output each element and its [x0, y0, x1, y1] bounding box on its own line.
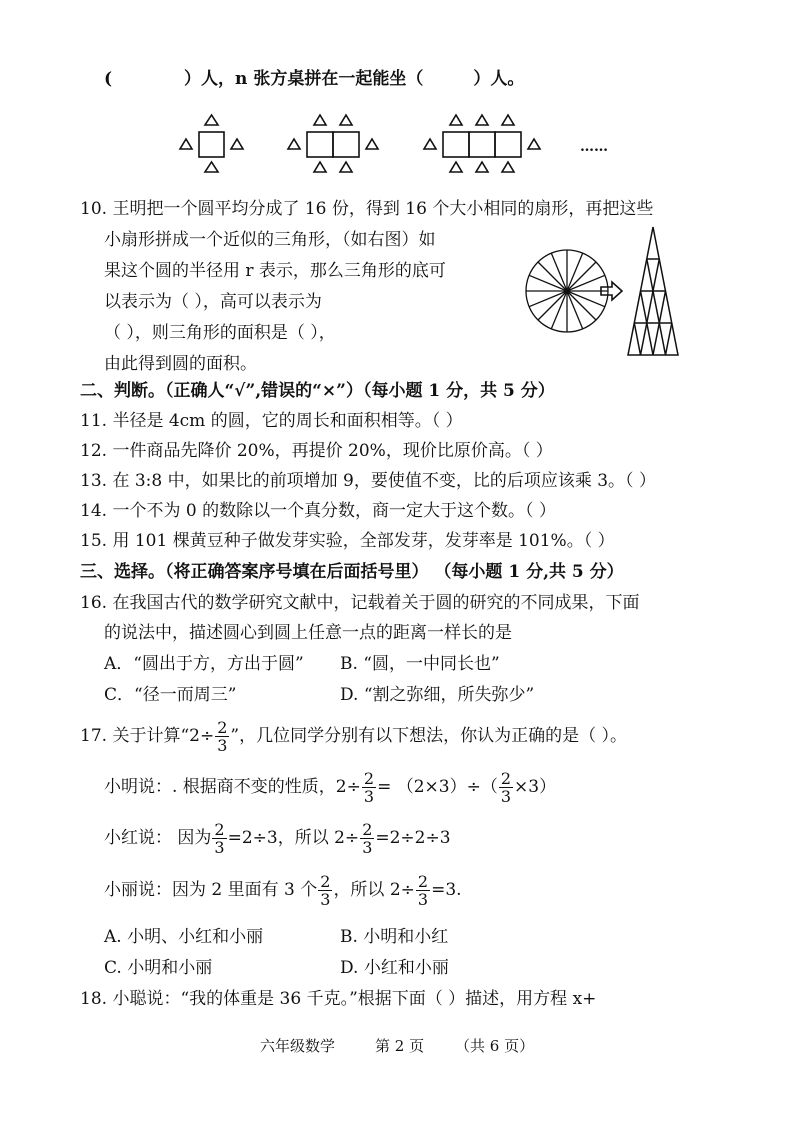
q15: 15. 用 101 棵黄豆种子做发芽实验，全部发芽，发芽率是 101%。（ ）	[80, 531, 615, 551]
q10-line-1: 10. 王明把一个圆平均分成了 16 份，得到 16 个大小相同的扇形，再把这些	[80, 199, 654, 219]
seat-triangle	[450, 162, 462, 172]
q10-line-2: 小扇形拼成一个近似的三角形，（如右图）如	[104, 230, 436, 250]
q16-line-2: 的说法中，描述圆心到圆上任意一点的距离一样长的是	[104, 623, 512, 643]
seat-triangle	[424, 139, 436, 149]
triangle-sector-edge	[647, 323, 653, 355]
section2-title: 二、判断。（正确人“√”,错误的“×”）（每小题 1 分，共 5 分）	[80, 381, 555, 401]
q17-option-d: D. 小红和小丽	[340, 958, 449, 978]
seat-triangle	[502, 115, 514, 125]
q9-paren-open: (	[104, 69, 113, 89]
q9-answer-line	[104, 68, 524, 90]
table-square-3c	[495, 132, 521, 157]
q9-text-mid: ）人，n 张方桌拼在一起能坐（	[184, 69, 424, 89]
q10-line-5: （ ），则三角形的面积是（ ），	[104, 323, 336, 343]
q11: 11. 半径是 4cm 的圆，它的周长和面积相等。（ ）	[80, 411, 463, 431]
q16-line-1: 16. 在我国古代的数学研究文献中，记载着关于圆的研究的不同成果，下面	[80, 593, 640, 613]
q12: 12. 一件商品先降价 20%，再提价 20%，现价比原价高。（ ）	[80, 441, 553, 461]
table-square-2b	[333, 132, 359, 157]
fraction-2-3: $\frac{2}{3}$	[500, 769, 512, 806]
seat-triangle	[340, 115, 352, 125]
footer-page: 第 2 页	[375, 1037, 425, 1055]
tables-ellipsis: ……	[580, 139, 608, 155]
fraction-2-3: $\frac{2}{3}$	[217, 718, 228, 755]
seat-triangle	[476, 162, 488, 172]
q17-option-c: C. 小明和小丽	[104, 958, 213, 978]
triangle-sector-edge	[659, 323, 665, 355]
seat-triangle	[314, 115, 326, 125]
footer-total: （共 6 页）	[455, 1037, 535, 1055]
sector-line	[567, 291, 596, 320]
q17-option-a: A. 小明、小红和小丽	[104, 927, 264, 947]
q18-stem: 18. 小聪说：“我的体重是 36 千克。”根据下面（ ）描述，用方程 x+	[80, 989, 597, 1009]
q17-option-b: B. 小明和小红	[340, 927, 449, 947]
q17-xiaohong: 小红说： 因为 $\frac{2}{3}$ =2÷3，所以 2÷ $\frac{2}{3}$ =2÷2÷3	[104, 820, 451, 857]
table-square-3a	[443, 132, 469, 157]
circle-sectors-figure	[0, 222, 793, 382]
tables-figure	[0, 110, 793, 180]
triangle-sector-edge	[666, 323, 672, 355]
seat-triangle	[288, 139, 300, 149]
q10-line-6: 由此得到圆的面积。	[104, 354, 257, 374]
triangle-sector-edge	[647, 259, 653, 291]
seat-triangle	[528, 139, 540, 149]
q9-text-end: ）人。	[473, 69, 525, 89]
fraction-2-3: $\frac{2}{3}$	[417, 872, 429, 909]
q17-xiaoming: 小明说：. 根据商不变的性质，2÷ $\frac{2}{3}$ = （2×3）÷（ $\frac{2}{3}$ ×3）	[104, 769, 557, 806]
table-square-1	[199, 132, 224, 157]
q16-option-c: C．“径一而周三”	[104, 685, 237, 705]
q17-stem-start: 17. 关于计算“2÷	[80, 726, 215, 746]
triangle-sector-edge	[653, 259, 659, 291]
seat-triangle	[180, 139, 192, 149]
seat-triangle	[502, 162, 514, 172]
triangle-sector-edge	[634, 323, 640, 355]
seat-triangle	[366, 139, 378, 149]
sector-line	[538, 262, 567, 291]
seat-triangle	[476, 115, 488, 125]
seat-triangle	[231, 139, 243, 149]
footer-subject: 六年级数学	[260, 1037, 336, 1055]
fraction-2-3: $\frac{2}{3}$	[362, 820, 373, 857]
triangle-sector-edge	[653, 323, 659, 355]
q17-stem	[80, 716, 627, 756]
triangle-sector-edge	[653, 291, 659, 323]
fraction-2-3: $\frac{2}{3}$	[320, 872, 331, 909]
fraction-2-3: $\frac{2}{3}$	[214, 820, 225, 857]
q13: 13. 在 3:8 中，如果比的前项增加 9，要使值不变，比的后项应该乘 3。（ ）	[80, 471, 656, 491]
triangle-sector-edge	[647, 291, 653, 323]
sector-line	[538, 291, 567, 320]
seat-triangle	[340, 162, 352, 172]
q16-option-b: B. “圆，一中同长也”	[340, 654, 500, 674]
q14: 14. 一个不为 0 的数除以一个真分数，商一定大于这个数。（ ）	[80, 501, 556, 521]
q16-option-d: D. “割之弥细，所失弥少”	[340, 685, 535, 705]
fraction-2-3: $\frac{2}{3}$	[363, 769, 375, 806]
seat-triangle	[205, 162, 218, 172]
seat-triangle	[314, 162, 326, 172]
q16-option-a: A．“圆出于方，方出于圆”	[104, 654, 304, 674]
q17-stem-end: ”，几位同学分别有以下想法，你认为正确的是（ ）。	[230, 726, 627, 746]
q10-line-4: 以表示为（ ），高可以表示为	[104, 292, 322, 312]
q10-line-3: 果这个圆的半径用 r 表示，那么三角形的底可	[104, 261, 446, 281]
sector-line	[567, 262, 596, 291]
seat-triangle	[450, 115, 462, 125]
section3-title: 三、选择。（将正确答案序号填在后面括号里） （每小题 1 分,共 5 分）	[80, 562, 624, 582]
table-square-2a	[307, 132, 333, 157]
seat-triangle	[205, 115, 218, 125]
triangle-sector-edge	[641, 291, 647, 323]
triangle-sector-edge	[641, 323, 647, 355]
table-square-3b	[469, 132, 495, 157]
q17-xiaoli: 小丽说：因为 2 里面有 3 个 $\frac{2}{3}$ ，所以 2÷ $\frac{2}{3}$ =3.	[104, 872, 462, 909]
triangle-sector-edge	[659, 291, 665, 323]
